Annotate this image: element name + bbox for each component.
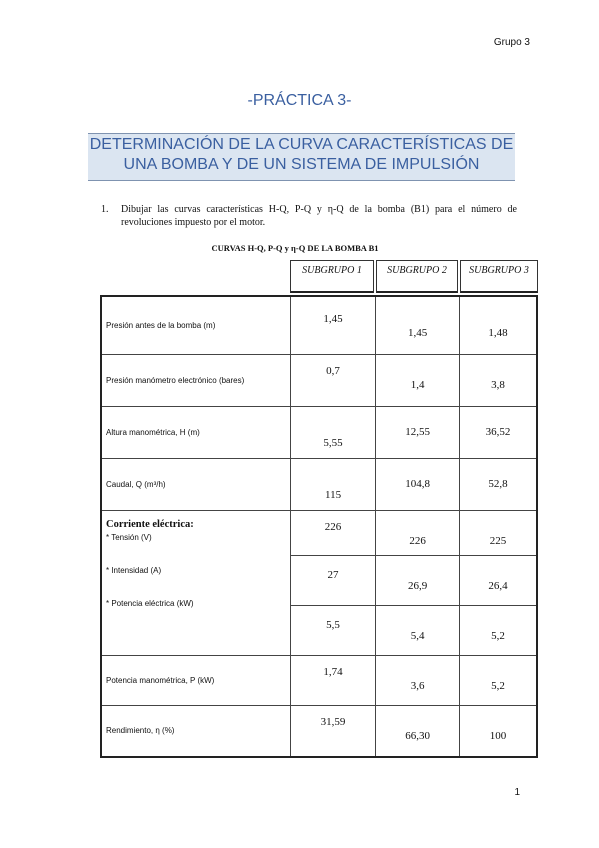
row-label: Altura manométrica, H (m) [101,406,290,458]
row-label: Rendimiento, η (%) [101,705,290,757]
table-row [101,655,537,705]
table-cell: 12,55 [376,406,460,458]
table-cell: 5,5 [290,605,376,655]
measurement-table [100,295,538,758]
table-cell: 226 [290,510,376,555]
table-cell: 52,8 [459,458,537,510]
table-caption: CURVAS H-Q, P-Q y η-Q DE LA BOMBA B1 [211,243,379,253]
electric-heading: Corriente eléctrica: [106,518,194,530]
table-row [101,705,537,757]
table-cell: 1,48 [459,296,537,354]
column-header-subgrupo-3: SUBGRUPO 3 [460,260,538,293]
table-cell: 66,30 [376,705,460,757]
table-cell: 26,4 [459,555,537,605]
table-cell: 3,6 [376,655,460,705]
table-cell: 31,59 [290,705,376,757]
table-cell: 5,2 [459,605,537,655]
column-header-subgrupo-1: SUBGRUPO 1 [290,260,374,293]
table-row [101,354,537,406]
column-header-subgrupo-2: SUBGRUPO 2 [376,260,458,293]
group-label: Grupo 3 [493,37,530,48]
table-row [101,406,537,458]
table-cell: 115 [290,458,376,510]
table-cell: 1,45 [376,296,460,354]
row-label: Presión antes de la bomba (m) [101,296,290,354]
row-label: Caudal, Q (m³/h) [101,458,290,510]
table-cell: 1,45 [290,296,376,354]
table-cell: 100 [459,705,537,757]
table-cell: 36,52 [459,406,537,458]
table-cell: 0,7 [290,354,376,406]
row-label: Potencia manométrica, P (kW) [101,655,290,705]
section-banner [88,133,515,181]
table-row [101,296,537,354]
banner-line-2: UNA BOMBA Y DE UN SISTEMA DE IMPULSIÓN [123,156,480,173]
table-cell: 3,8 [459,354,537,406]
row-label: Presión manómetro electrónico (bares) [101,354,290,406]
table-cell: 5,4 [376,605,460,655]
table-cell: 5,2 [459,655,537,705]
electric-label-cell [101,510,290,655]
table-cell: 226 [376,510,460,555]
banner-line-1: DETERMINACIÓN DE LA CURVA CARACTERÍSTICAS DE [89,136,514,153]
table-cell: 27 [290,555,376,605]
table-row [101,510,537,555]
task-number: 1. [101,204,109,215]
table-row [101,458,537,510]
practice-title: -PRÁCTICA 3- [247,92,352,109]
table-cell: 1,4 [376,354,460,406]
page-number: 1 [514,787,520,798]
table-cell: 104,8 [376,458,460,510]
electric-sub-label: * Intensidad (A) [106,565,162,575]
table-cell: 26,9 [376,555,460,605]
table-cell: 225 [459,510,537,555]
electric-sub-label: * Potencia eléctrica (kW) [106,598,194,608]
electric-sub-label: * Tensión (V) [106,532,152,542]
task-text: Dibujar las curvas características H-Q, P-Q y η-Q de la bomba (B1) para el número de revoluciones impuesto por el motor. [121,204,517,228]
table-cell: 1,74 [290,655,376,705]
table-cell: 5,55 [290,406,376,458]
